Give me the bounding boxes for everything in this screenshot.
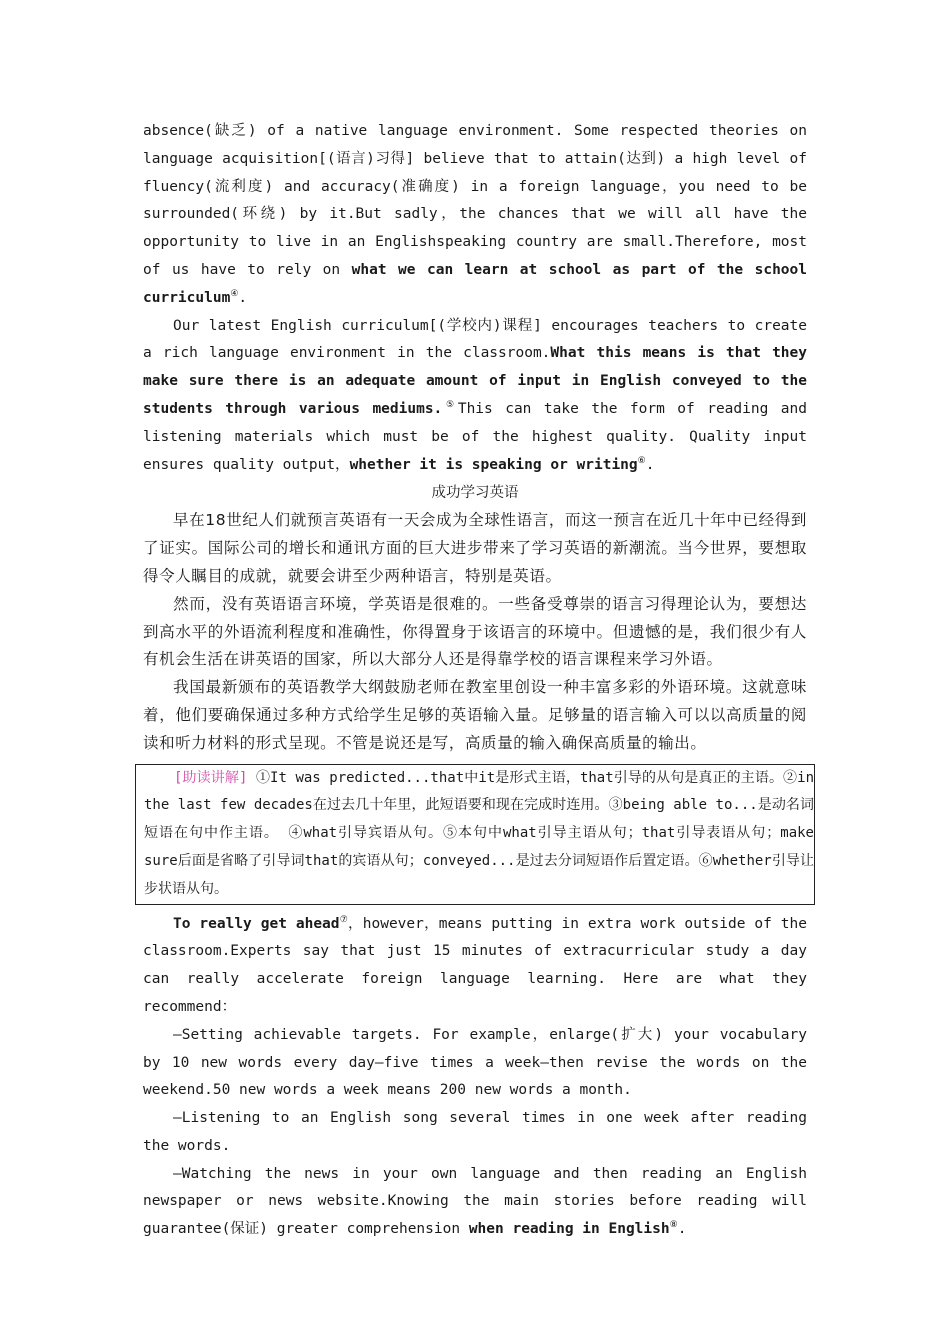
text: —Setting achievable targets. For example，enlarge(扩大) your vocabulary by 10 new words every day—five times a week—then revise the words on the weekend.50 new words a week means 200 new words a month. [143,1026,807,1099]
text: Our latest English curriculum[(学校内)课程] encourages teachers to create a rich language environment in the classroom. [143,317,807,362]
text: absence(缺乏) of a native language environment. Some respected theories on language acquisition[(语言)习得] believe that to attain(达到) a high level of fluency(流利度) and accuracy(准确度) in a foreign language，you need to be surrounded(环绕) by it.But sadly，the chances that we will all have the opportunity to live in an Englishspeaking country are small.Therefore, most of us have to rely on [143,123,807,278]
text: —Listening to an English song several times in one week after reading the words. [143,1110,807,1154]
text: . [645,456,655,473]
bold-phrase: whether it is speaking or writing [349,456,638,473]
footnote-marker: ⑥ [637,455,646,466]
document-page [143,118,815,1244]
translation-title: 成功学习英语 [431,485,519,502]
bold-phrase: What this means is that they make sure there is an adequate amount of input in English conveyed to the students through various mediums. [143,345,807,417]
paragraph-get-ahead [143,911,807,1022]
text: ，however，means putting in extra work outside of the classroom.Experts say that just 15 minutes of extracurricular study a day can really accelerate foreign language learning. Here are what they recommend： [143,915,807,1015]
reading-guide-box [135,764,815,905]
reading-guide-text: ①It was predicted...that中it是形式主语，that引导的从句是真正的主语。②in the last few decades在过去几十年里，此短语要和现在完成时连用。③being able to...是动名词短语在句中作主语。 ④what引导宾语从句。⑤本句中what引导主语从句；that引导表语从句；make sure后面是省略了引导词that的宾语从句；conveyed...是过去分词短语作后置定语。⑥whether引导让步状语从句。 [144,769,815,897]
text: 我国最新颁布的英语教学大纲鼓励老师在教室里创设一种丰富多彩的外语环境。这就意味着，他们要确保通过多种方式给学生足够的英语输入量。足够量的语言输入可以以高质量的阅读和听力材料的形式呈现。不管是说还是写，高质量的输入确保高质量的输出。 [143,678,807,752]
footnote-marker: ⑧ [669,1220,678,1231]
text: . [238,289,248,306]
paragraph-curriculum [143,313,807,480]
text: . [677,1221,687,1238]
paragraph-watching [143,1161,807,1244]
reading-guide-tag: [助读讲解] [174,769,248,786]
text: 早在18世纪人们就预言英语有一天会成为全球性语言，而这一预言在近几十年中已经得到了证实。国际公司的增长和通讯方面的巨大进步带来了学习英语的新潮流。当今世界，要想取得令人瞩目的成就，就要会讲至少两种语言，特别是英语。 [143,511,807,585]
text: —Watching the news in your own language and then reading an English newspaper or news website.Knowing the main stories before reading will guarantee(保证) greater comprehension [143,1165,807,1238]
footnote-marker: ④ [230,288,239,299]
paragraph-absence [143,118,807,313]
text: 然而，没有英语语言环境，学英语是很难的。一些备受尊崇的语言习得理论认为，要想达到高水平的外语流利程度和准确性，你得置身于该语言的环境中。但遗憾的是，我们很少有人有机会生活在讲英语的国家，所以大部分人还是得靠学校的语言课程来学习外语。 [143,594,807,669]
footnote-marker: ⑤ [442,399,458,410]
translation-paragraph-2 [143,591,807,674]
bold-phrase: To really get ahead [173,915,340,932]
translation-paragraph-1 [143,507,807,590]
translation-paragraph-3 [143,674,807,757]
paragraph-listening [143,1105,807,1161]
bold-phrase: what we can learn at school as part of the school curriculum [143,261,807,306]
footnote-marker: ⑦ [339,914,349,925]
text: This can take the form of reading and listening materials which must be of the highest quality. Quality input ensures quality output， [143,400,807,473]
paragraph-targets [143,1022,807,1105]
bold-phrase: when reading in English [468,1221,670,1238]
